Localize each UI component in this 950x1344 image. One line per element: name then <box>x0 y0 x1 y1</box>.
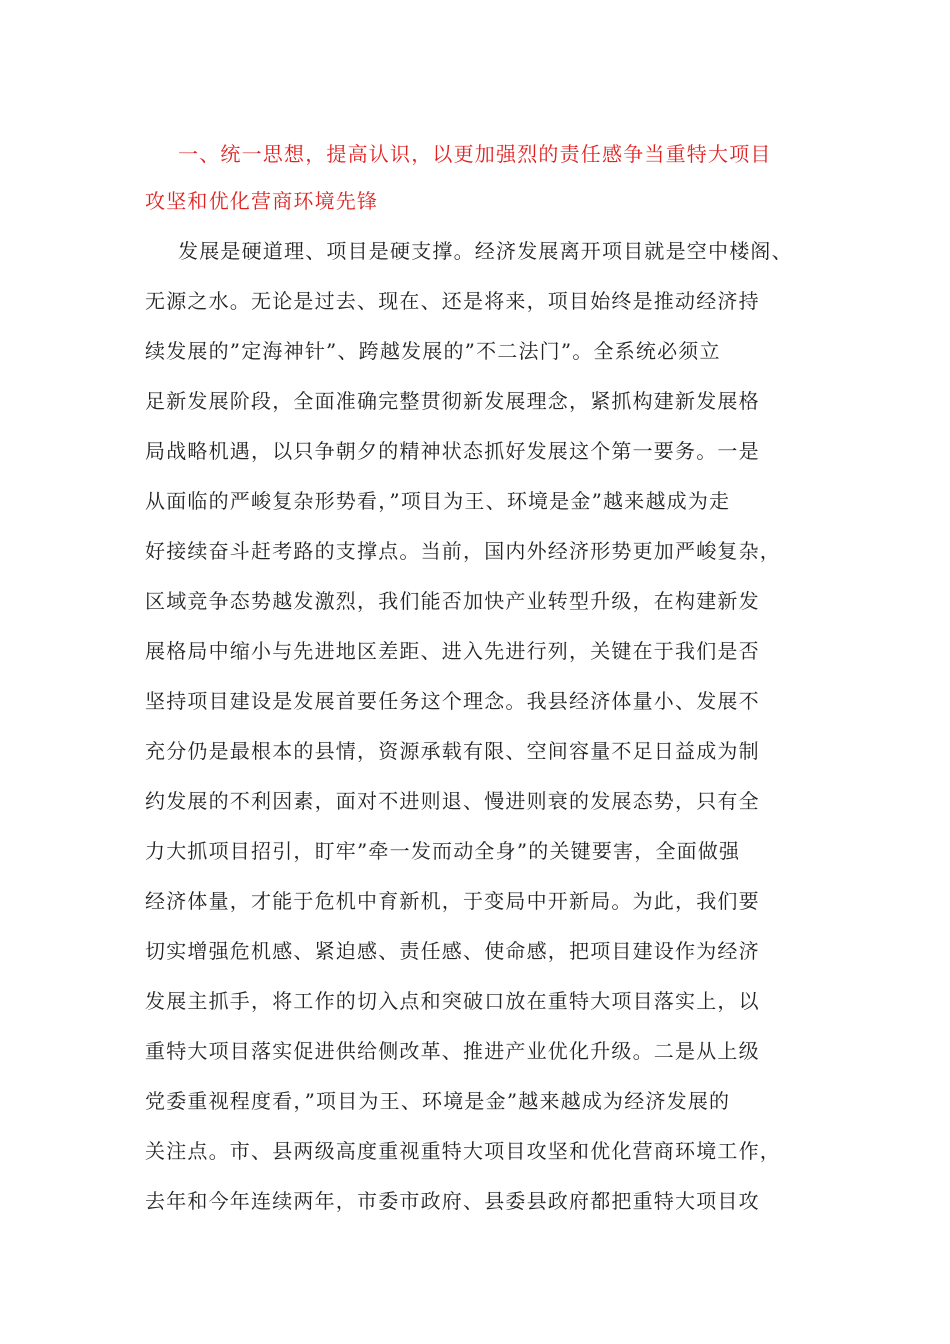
paragraph-line: 局战略机遇，以只争朝夕的精神状态抓好发展这个第一要务。一是 <box>145 439 760 463</box>
paragraph-line: 从面临的严峻复杂形势看，”项目为王、环境是金”越来越成为走 <box>145 489 731 513</box>
paragraph-line: 重特大项目落实促进供给侧改革、推进产业优化升级。二是从上级 <box>145 1039 760 1063</box>
paragraph-line: 约发展的不利因素，面对不进则退、慢进则衰的发展态势，只有全 <box>145 789 760 813</box>
paragraph-line: 无源之水。无论是过去、现在、还是将来，项目始终是推动经济持 <box>145 289 760 313</box>
paragraph-line: 坚持项目建设是发展首要任务这个理念。我县经济体量小、发展不 <box>145 689 760 713</box>
paragraph-line: 力大抓项目招引，盯牢”牵一发而动全身”的关键要害，全面做强 <box>145 839 741 863</box>
paragraph-line: 切实增强危机感、紧迫感、责任感、使命感，把项目建设作为经济 <box>145 939 760 963</box>
paragraph-line: 发展是硬道理、项目是硬支撑。经济发展离开项目就是空中楼阁、 <box>178 239 793 263</box>
paragraph-line: 足新发展阶段，全面准确完整贯彻新发展理念，紧抓构建新发展格 <box>145 389 760 413</box>
section-heading-line-1: 一、统一思想，提高认识，以更加强烈的责任感争当重特大项目 <box>178 142 772 166</box>
paragraph-line: 发展主抓手，将工作的切入点和突破口放在重特大项目落实上，以 <box>145 989 760 1013</box>
paragraph-line: 区域竞争态势越发激烈，我们能否加快产业转型升级，在构建新发 <box>145 589 760 613</box>
section-heading-line-2: 攻坚和优化营商环境先锋 <box>145 189 379 213</box>
paragraph-line: 展格局中缩小与先进地区差距、进入先进行列，关键在于我们是否 <box>145 639 760 663</box>
paragraph-line: 党委重视程度看，”项目为王、环境是金”越来越成为经济发展的 <box>145 1089 731 1113</box>
paragraph-line: 续发展的”定海神针”、跨越发展的”不二法门”。全系统必须立 <box>145 339 721 363</box>
paragraph-line: 充分仍是最根本的县情，资源承载有限、空间容量不足日益成为制 <box>145 739 760 763</box>
paragraph-line: 去年和今年连续两年，市委市政府、县委县政府都把重特大项目攻 <box>145 1189 760 1213</box>
paragraph-line: 经济体量，才能于危机中育新机，于变局中开新局。为此，我们要 <box>145 889 760 913</box>
paragraph-line: 关注点。市、县两级高度重视重特大项目攻坚和优化营商环境工作， <box>145 1139 781 1163</box>
paragraph-line: 好接续奋斗赶考路的支撑点。当前，国内外经济形势更加严峻复杂， <box>145 539 781 563</box>
